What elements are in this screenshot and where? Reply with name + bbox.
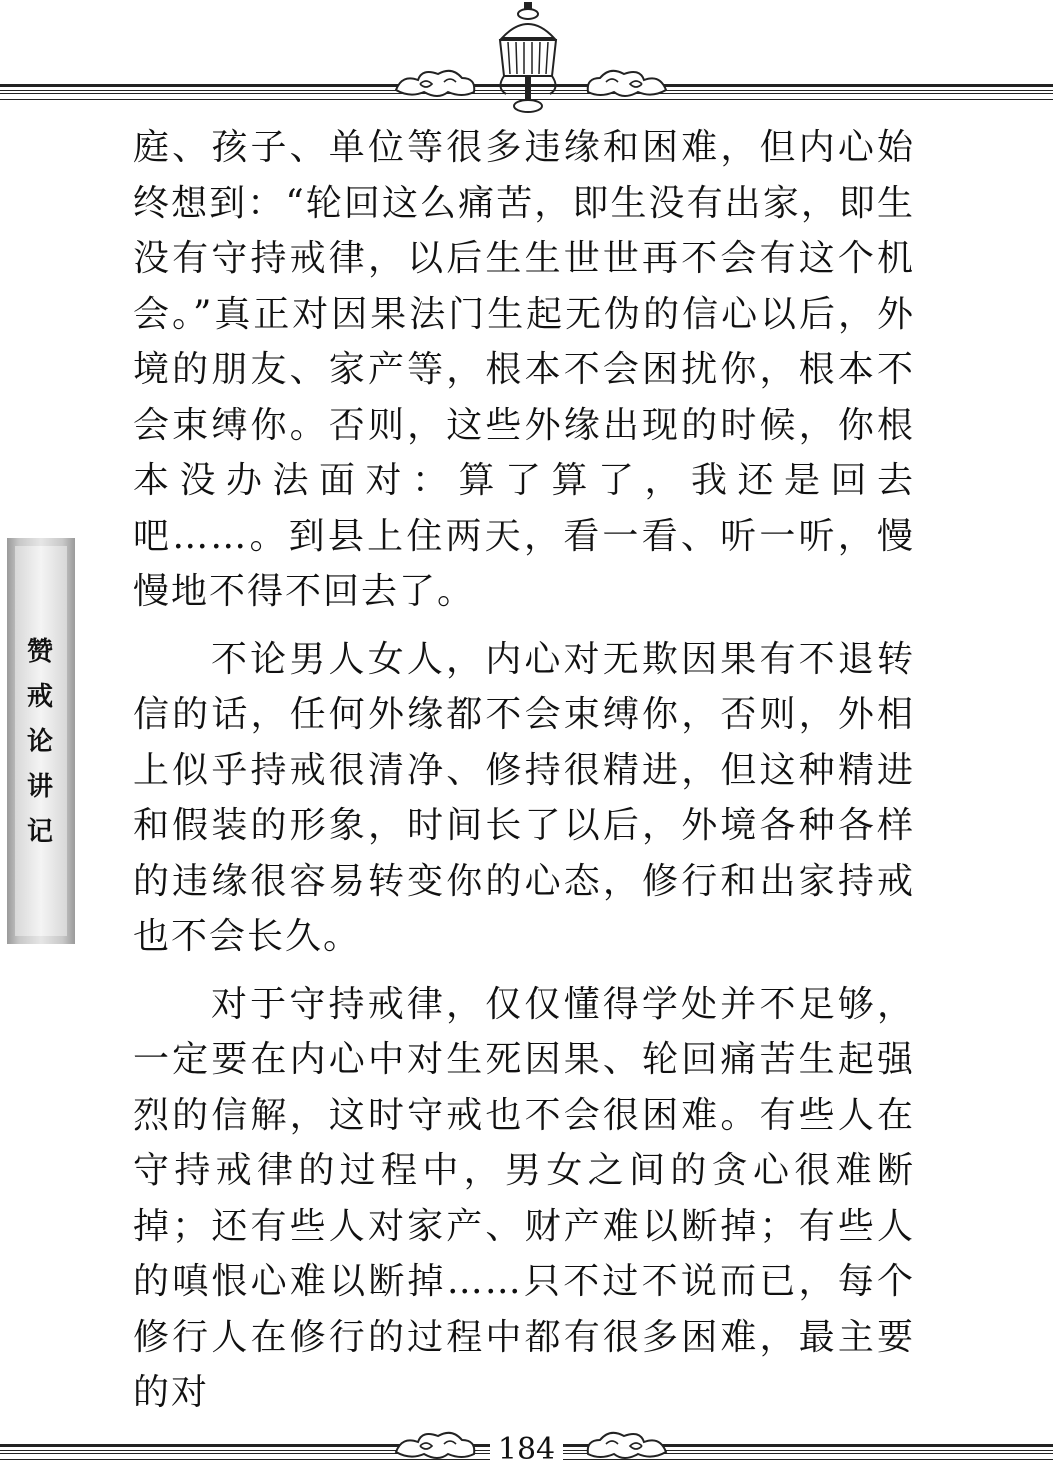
parasol-ornament-icon (488, 2, 568, 114)
side-title-char: 赞 (26, 637, 53, 667)
right-cloud-icon (584, 66, 670, 100)
side-book-title (16, 630, 64, 855)
page-number (0, 1430, 1053, 1470)
paragraph: 不论男人女人，内心对无欺因果有不退转信的话，任何外缘都不会束缚你，否则，外相上似乎持戒很清净、修持很精进，但这种精进和假装的形象，时间长了以后，外境各种各样的违缘很容易转变你的心态，修行和出家持戒也不会长久。 (133, 638, 915, 957)
page-number-text: 184 (490, 1432, 563, 1467)
body-text (133, 120, 915, 1421)
side-title-char: 记 (26, 817, 53, 847)
side-title-char: 戒 (26, 682, 53, 712)
side-title-char: 讲 (26, 772, 53, 802)
left-cloud-icon (392, 66, 478, 100)
paragraph: 庭、孩子、单位等很多违缘和困难，但内心始终想到：“轮回这么痛苦，即生没有出家，即生没有守持戒律，以后生生世世再不会有这个机会。”真正对因果法门生起无伪的信心以后，外境的朋友、家产等，根本不会困扰你，根本不会束缚你。否则，这些外缘出现的时候，你根本没办法面对：算了算了，我还是回去吧……。到县上住两天，看一看、听一听，慢慢地不得不回去了。 (133, 127, 915, 612)
paragraph: 对于守持戒律，仅仅懂得学处并不足够，一定要在内心中对生死因果、轮回痛苦生起强烈的信解，这时守戒也不会很困难。有些人在守持戒律的过程中，男女之间的贪心很难断掉；还有些人对家产、财产难以断掉；有些人的嗔恨心难以断掉……只不过不说而已，每个修行人在修行的过程中都有很多困难，最主要的对 (133, 983, 915, 1413)
side-title-char: 论 (26, 727, 53, 757)
